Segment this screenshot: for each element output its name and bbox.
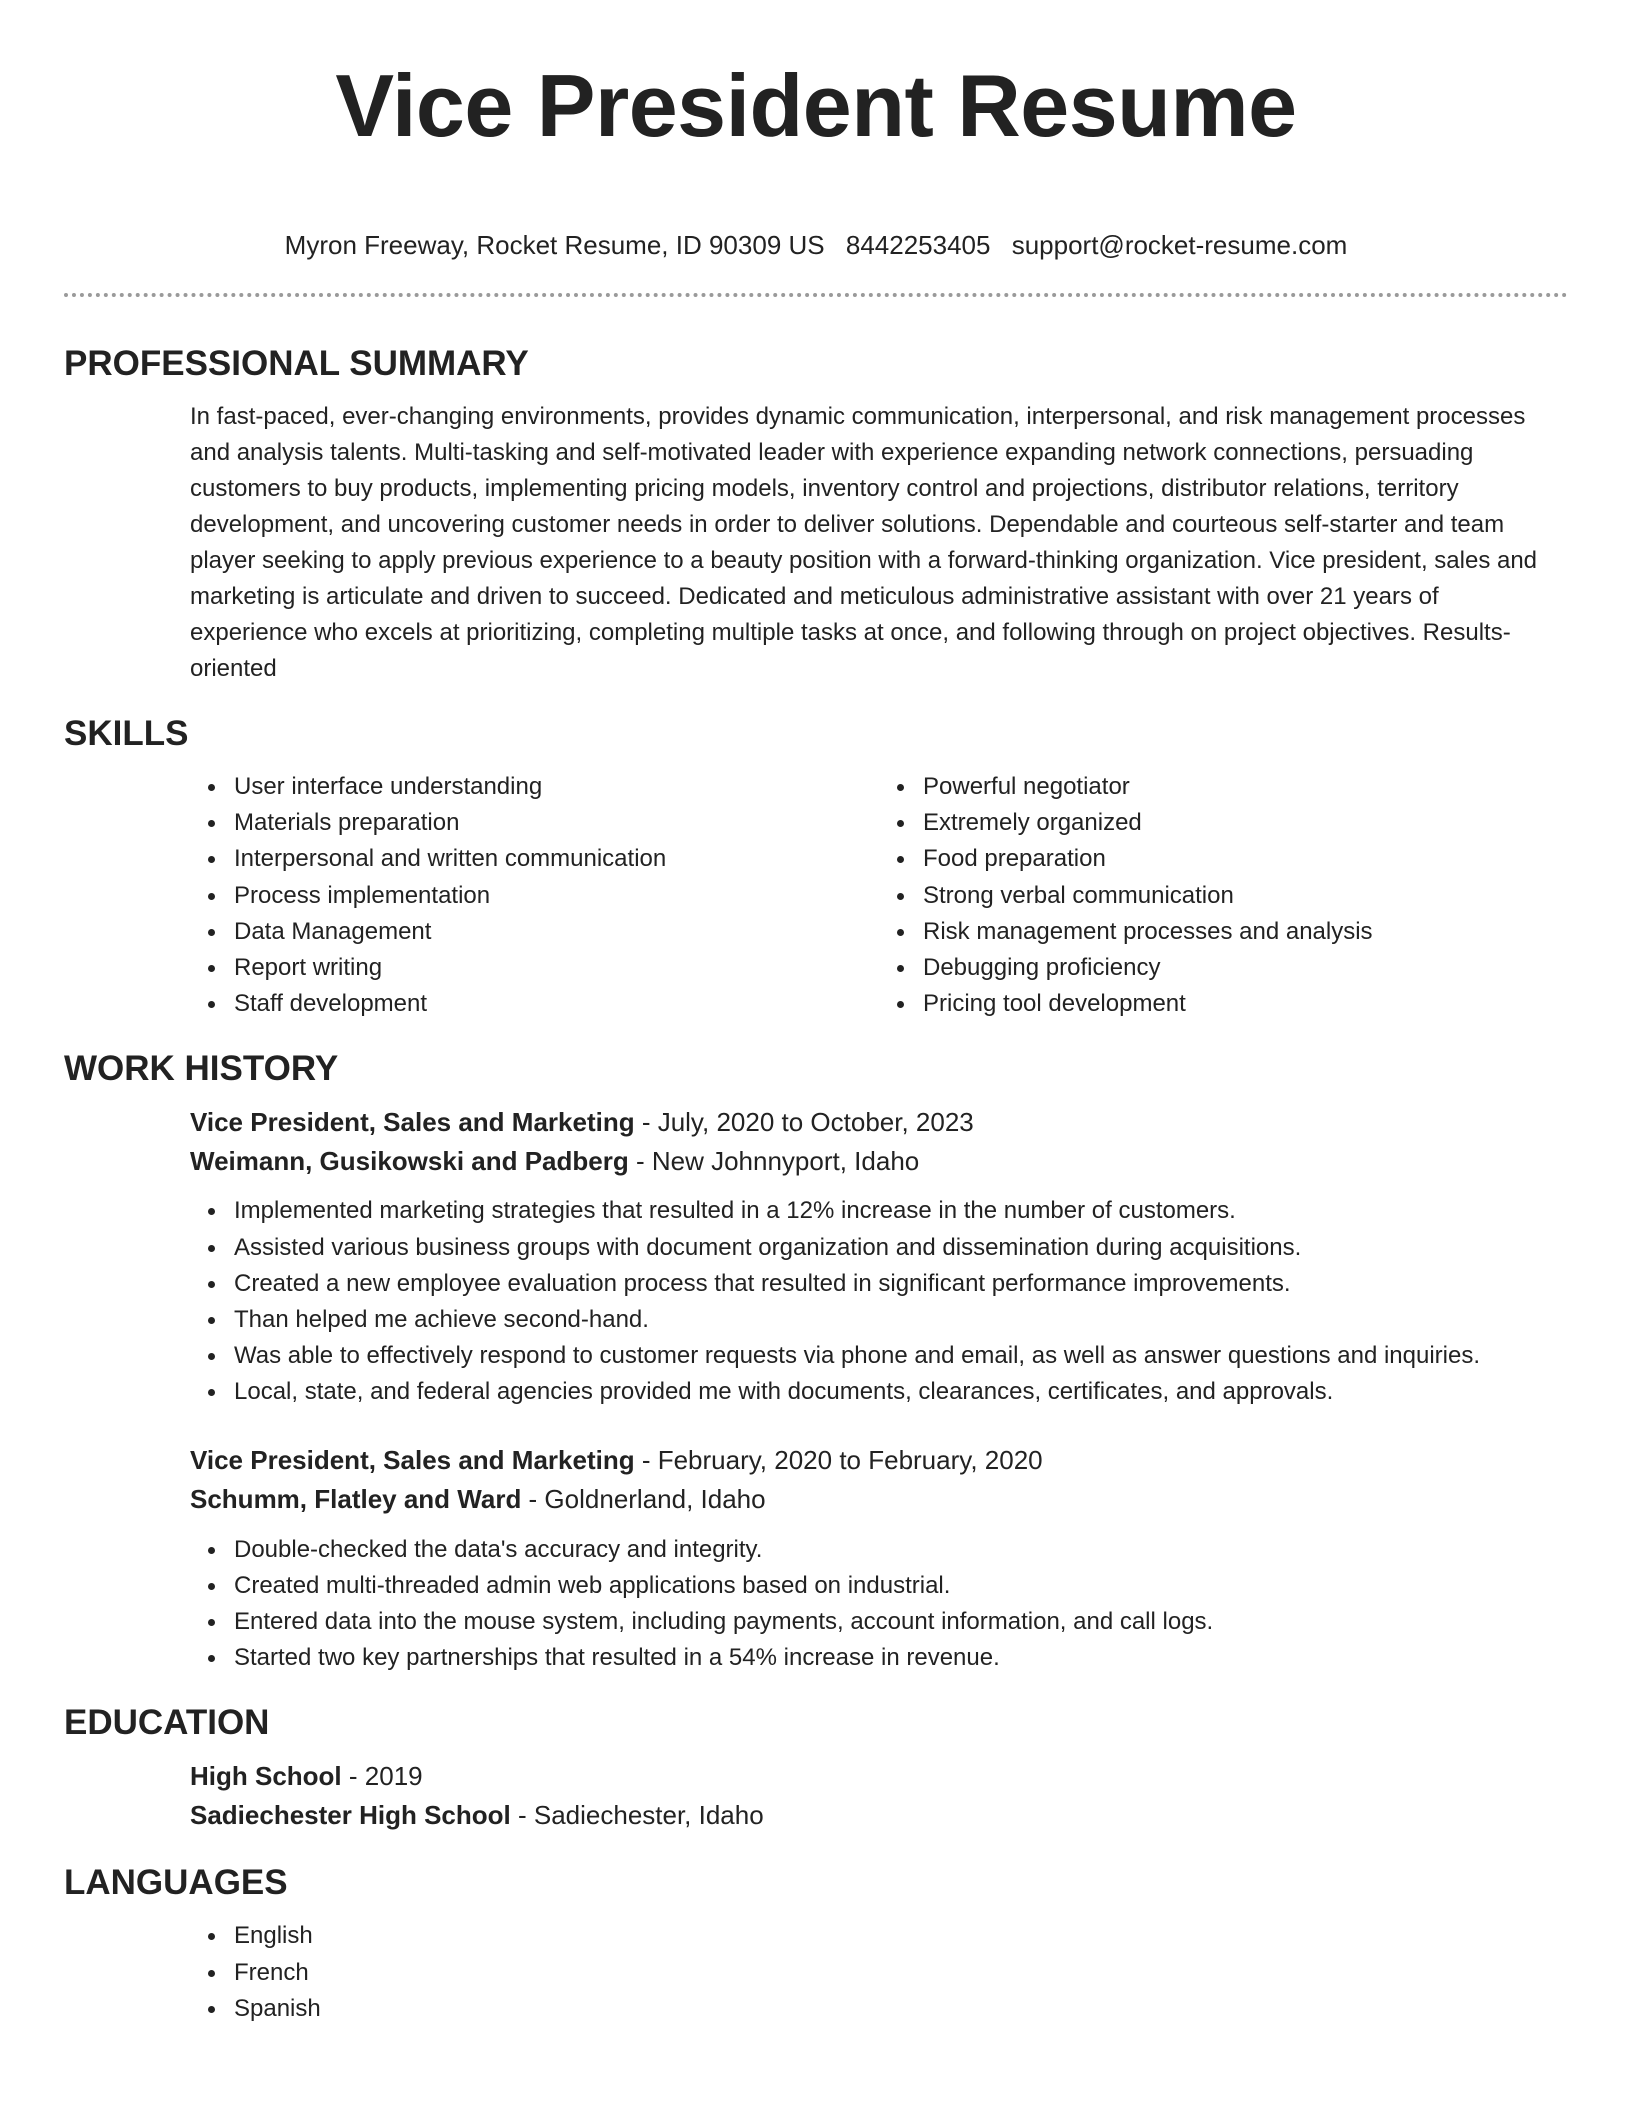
job-role: Vice President, Sales and Marketing	[190, 1444, 635, 1475]
job-bullet: Started two key partnerships that resulted in a 54% increase in revenue.	[234, 1640, 1568, 1676]
work-heading: WORK HISTORY	[64, 1049, 339, 1089]
job-role: Vice President, Sales and Marketing	[190, 1107, 635, 1138]
contact-line	[64, 228, 1568, 262]
job-title-line	[190, 1103, 1568, 1142]
job-location: - Goldnerland, Idaho	[521, 1483, 766, 1514]
job-entry	[64, 1441, 1568, 1677]
skills-list-left	[190, 769, 879, 1022]
skill-item: Food preparation	[923, 841, 1568, 877]
job-bullet: Double-checked the data's accuracy and integrity.	[234, 1532, 1568, 1568]
language-item: French	[234, 1955, 1568, 1991]
job-bullet: Assisted various business groups with document organization and dissemination during acquisitions.	[234, 1230, 1568, 1266]
skills-section	[64, 769, 1568, 1022]
skill-item: Powerful negotiator	[923, 769, 1568, 805]
job-entry	[64, 1103, 1568, 1410]
summary-section	[64, 399, 1568, 687]
contact-phone: 8442253405	[845, 230, 991, 260]
summary-heading: PROFESSIONAL SUMMARY	[64, 344, 529, 383]
header-divider	[64, 293, 1568, 297]
language-item: Spanish	[234, 1991, 1568, 2027]
contact-address: Myron Freeway, Rocket Resume, ID 90309 US	[284, 230, 825, 260]
job-bullet: Was able to effectively respond to customer requests via phone and email, as well as answer questions and inquiries.	[234, 1338, 1568, 1374]
job-dates: - July, 2020 to October, 2023	[634, 1107, 974, 1138]
skill-item: Staff development	[234, 986, 879, 1022]
skill-item: Risk management processes and analysis	[923, 914, 1568, 950]
contact-email: support@rocket-resume.com	[1011, 230, 1348, 260]
job-bullets	[190, 1193, 1568, 1410]
skill-item: Strong verbal communication	[923, 878, 1568, 914]
education-year: - 2019	[341, 1761, 423, 1792]
education-school: Sadiechester High School	[190, 1800, 511, 1831]
skill-item: Report writing	[234, 950, 879, 986]
skill-item: Pricing tool development	[923, 986, 1568, 1022]
job-bullet: Created a new employee evaluation process that resulted in significant performance improvements.	[234, 1266, 1568, 1302]
skill-item: Interpersonal and written communication	[234, 841, 879, 877]
job-company-line	[190, 1480, 1568, 1519]
resume-title: Vice President Resume	[335, 56, 1297, 155]
job-company: Schumm, Flatley and Ward	[190, 1483, 522, 1514]
skills-list-right	[879, 769, 1568, 1022]
job-bullet: Local, state, and federal agencies provided me with documents, clearances, certificates, and approvals.	[234, 1374, 1568, 1410]
education-degree-line	[190, 1757, 1568, 1796]
skill-item: Extremely organized	[923, 805, 1568, 841]
skills-heading: SKILLS	[64, 714, 189, 753]
job-bullets	[190, 1532, 1568, 1677]
languages-list	[190, 1918, 1568, 2027]
job-bullet: Entered data into the mouse system, including payments, account information, and call logs.	[234, 1604, 1568, 1640]
job-company: Weimann, Gusikowski and Padberg	[190, 1146, 629, 1177]
languages-section	[64, 1918, 1568, 2027]
job-bullet: Created multi-threaded admin web applications based on industrial.	[234, 1568, 1568, 1604]
skill-item: Debugging proficiency	[923, 950, 1568, 986]
skill-item: Process implementation	[234, 878, 879, 914]
skill-item: User interface understanding	[234, 769, 879, 805]
skill-item: Data Management	[234, 914, 879, 950]
education-degree: High School	[190, 1761, 342, 1792]
skill-item: Materials preparation	[234, 805, 879, 841]
education-heading: EDUCATION	[64, 1703, 270, 1743]
language-item: English	[234, 1918, 1568, 1954]
job-company-line	[190, 1142, 1568, 1181]
education-entry	[64, 1757, 1568, 1835]
summary-text: In fast-paced, ever-changing environments, provides dynamic communication, interpersonal, and risk management processes and analysis talents. Multi-tasking and self-motivated leader with experience expanding network connections, persuading customers to buy products, implementing pricing models, inventory control and projections, distributor relations, territory development, and uncovering customer needs in order to deliver solutions. Dependable and courteous self-starter and team player seeking to apply previous experience to a beauty position with a forward-thinking organization. Vice president, sales and marketing is articulate and driven to succeed. Dedicated and meticulous administrative assistant with over 21 years of experience who excels at prioritizing, completing multiple tasks at once, and following through on project objectives. Results-oriented	[190, 403, 1538, 682]
job-bullet: Implemented marketing strategies that resulted in a 12% increase in the number of customers.	[234, 1193, 1568, 1229]
education-school-line	[190, 1796, 1568, 1835]
job-location: - New Johnnyport, Idaho	[628, 1146, 920, 1177]
job-bullet: Than helped me achieve second-hand.	[234, 1302, 1568, 1338]
job-dates: - February, 2020 to February, 2020	[634, 1444, 1043, 1475]
languages-heading: LANGUAGES	[64, 1863, 288, 1903]
job-title-line	[190, 1441, 1568, 1480]
education-location: - Sadiechester, Idaho	[510, 1800, 764, 1831]
